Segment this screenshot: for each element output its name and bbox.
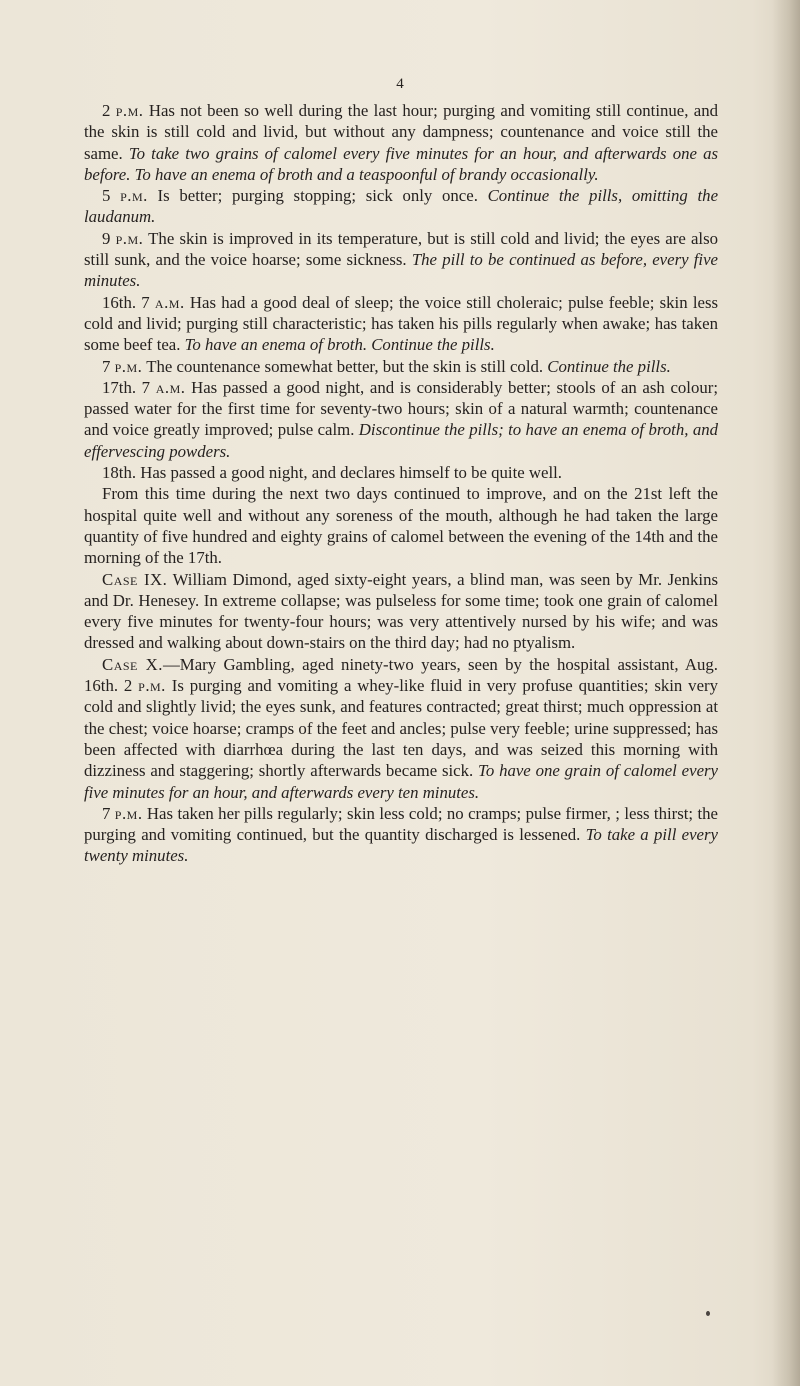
text-run: 9 bbox=[102, 228, 116, 248]
paragraph bbox=[84, 228, 718, 292]
page-spine-shadow bbox=[772, 0, 800, 1386]
italic-prescription: To take two grains of calomel every five minutes for an hour, and afterwards one as before. To have an enema of broth and a teaspoonful of brandy occasionally. bbox=[84, 143, 718, 184]
text-run: 5 bbox=[102, 186, 121, 206]
italic-prescription: Discontinue the pills; to have an enema of broth, and effervescing powders. bbox=[84, 420, 718, 461]
small-caps-text: a.m. bbox=[154, 292, 185, 312]
small-caps-text: p.m. bbox=[114, 803, 143, 823]
paragraph bbox=[84, 292, 718, 356]
text-run: —Mary Gambling, aged ninety-two years, seen by the hospital assistant, Aug. 16th. 2 bbox=[84, 654, 718, 696]
small-caps-text: p.m. bbox=[138, 676, 166, 696]
text-run: 17th. 7 bbox=[102, 377, 156, 397]
text-run: 2 bbox=[102, 101, 116, 120]
small-caps-text: p.m. bbox=[114, 356, 143, 376]
small-caps-text: Case IX. bbox=[102, 569, 168, 589]
italic-prescription: To take a pill every twenty minutes. bbox=[84, 825, 718, 866]
small-caps-text: p.m. bbox=[120, 186, 148, 206]
text-run: 16th. 7 bbox=[102, 292, 155, 312]
paragraph bbox=[84, 377, 718, 462]
text-run: Has taken her pills regularly; skin less cold; no cramps; pulse firmer, ; less thirst; the purging and vomiting continued, but the quantity discharged is lessened. bbox=[84, 803, 718, 845]
text-run: From this time during the next two days continued to improve, and on the 21st left the hospital quite well and without any soreness of the mouth, although he had taken the large quantity of five hundred and eighty grains of calomel between the evening of the 14th and the morning of the 17th. bbox=[84, 484, 718, 568]
text-run: The skin is improved in its temperature, but is still cold and livid; the eyes are also still sunk, and the voice hoarse; some sickness. bbox=[84, 228, 718, 270]
paragraph bbox=[84, 185, 718, 228]
text-run: 18th. Has passed a good night, and declares himself to be quite well. bbox=[102, 463, 562, 483]
text-run: Has passed a good night, and is considerably better; stools of an ash colour; passed water for the first time for seventy-two hours; skin of a natural warmth; countenance and voice greatly improved; pulse calm. bbox=[84, 377, 718, 440]
small-caps-text: p.m. bbox=[115, 101, 144, 120]
paragraph bbox=[84, 569, 718, 654]
italic-prescription: To have an enema of broth. Continue the pills. bbox=[184, 335, 495, 355]
italic-prescription: Continue the pills, omitting the laudanum. bbox=[84, 186, 719, 227]
italic-prescription: To have one grain of calomel every five minutes for an hour, and afterwards every ten minutes. bbox=[84, 761, 719, 802]
small-caps-text: a.m. bbox=[155, 377, 186, 397]
italic-prescription: The pill to be continued as before, every five minutes. bbox=[84, 250, 718, 291]
paragraph bbox=[84, 356, 718, 377]
text-run: Has had a good deal of sleep; the voice still choleraic; pulse feeble; skin less cold and livid; purging still characteristic; has taken his pills regularly when awake; has taken some beef tea. bbox=[84, 292, 719, 355]
text-run: Is better; purging stopping; sick only once. bbox=[147, 186, 488, 206]
paragraph bbox=[84, 462, 718, 483]
text-run: 7 bbox=[102, 356, 115, 376]
text-run: 7 bbox=[102, 803, 115, 823]
text-run: William Dimond, aged sixty-eight years, a blind man, was seen by Mr. Jenkins and Dr. Henesey. In extreme collapse; was pulseless for some time; took one grain of calomel every five minutes for twenty-four hours; was very attentively nursed by his wife; and was dressed and walking about down-stairs on the third day; had no ptyalism. bbox=[84, 569, 718, 653]
text-run: The countenance somewhat better, but the skin is still cold. bbox=[142, 356, 548, 376]
ink-speck bbox=[706, 1311, 710, 1316]
italic-prescription: Continue the pills. bbox=[547, 356, 671, 376]
paragraph bbox=[84, 483, 718, 568]
small-caps-text: p.m. bbox=[115, 228, 144, 248]
body-text bbox=[84, 100, 718, 867]
small-caps-text: Case X. bbox=[102, 654, 163, 674]
paragraph bbox=[84, 803, 718, 867]
paragraph bbox=[84, 100, 718, 185]
paragraph bbox=[84, 654, 718, 803]
page-number: 4 bbox=[396, 76, 404, 92]
text-run: Is purging and vomiting a whey-like fluid in very profuse quantities; skin very cold and slightly livid; the eyes sunk, and features contracted; great thirst; much oppression at the chest; voice hoarse; cramps of the feet and ancles; pulse very feeble; urine suppressed; has been affected with diarrhœa during the last ten days, and was seized this morning with dizziness and staggering; shortly afterwards became sick. bbox=[84, 676, 718, 781]
text-run: Has not been so well during the last hour; purging and vomiting still continue, and the skin is still cold and livid, but without any dampness; countenance and voice still the same. bbox=[84, 101, 718, 163]
